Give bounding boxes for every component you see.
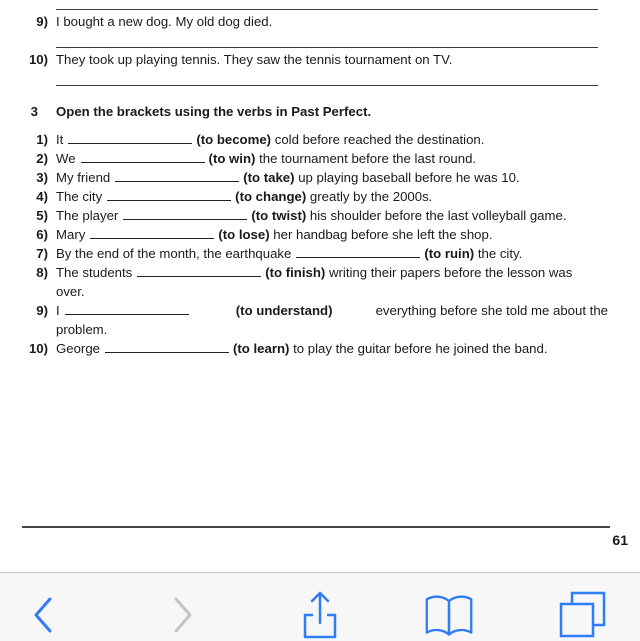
- verb-hint: (to take): [243, 170, 295, 185]
- item-rest: writing their papers before the lesson was: [328, 265, 573, 280]
- verb-hint: (to win): [208, 151, 256, 166]
- verb-hint: (to ruin): [424, 246, 475, 261]
- item-subject: We: [56, 151, 76, 166]
- item-rest: her handbag before she left the shop.: [273, 227, 493, 242]
- tabs-icon: [558, 591, 606, 639]
- item-text: They took up playing tennis. They saw the tennis tournament on TV.: [56, 52, 453, 67]
- verb-hint: (to change): [235, 189, 307, 204]
- verb-hint: (to finish): [265, 265, 326, 280]
- item-subject: Mary: [56, 227, 86, 242]
- verb-hint: (to understand): [235, 303, 333, 318]
- item-number: 6): [36, 227, 48, 242]
- answer-blank: [68, 132, 192, 144]
- footer-rule: [22, 526, 610, 528]
- tabs-button[interactable]: [557, 591, 607, 639]
- item-number: 7): [36, 246, 48, 261]
- item-rest: the city.: [477, 246, 523, 261]
- forward-button[interactable]: [158, 591, 208, 639]
- section-title: Open the brackets using the verbs in Past Perfect.: [56, 104, 372, 119]
- item-subject: It: [56, 132, 64, 147]
- bookmarks-button[interactable]: [424, 591, 474, 639]
- item-subject: I: [56, 303, 60, 318]
- item-number: 9): [36, 303, 48, 318]
- item-rest: everything before she told me about the: [375, 303, 608, 318]
- answer-line: [56, 9, 598, 10]
- chevron-right-icon: [172, 595, 194, 635]
- item-number: 3): [36, 170, 48, 185]
- item-rest: greatly by the 2000s.: [309, 189, 433, 204]
- section-number: 3: [30, 104, 38, 119]
- answer-blank: [65, 303, 189, 315]
- item-subject-group: [56, 302, 193, 320]
- item-rest: the tournament before the last round.: [259, 151, 477, 166]
- verb-hint: (to lose): [218, 227, 270, 242]
- item-subject: The player: [56, 208, 119, 223]
- item-number: 9): [36, 14, 48, 29]
- item-number: 8): [36, 265, 48, 280]
- item-number: 5): [36, 208, 48, 223]
- item-subject: The students: [56, 265, 133, 280]
- verb-hint: (to twist): [251, 208, 307, 223]
- item-rest: cold before reached the destination.: [274, 132, 485, 147]
- item-rest: up playing baseball before he was 10.: [298, 170, 520, 185]
- book-icon: [424, 592, 474, 638]
- back-button[interactable]: [18, 591, 68, 639]
- item-subject: George: [56, 341, 100, 356]
- item-text: I bought a new dog. My old dog died.: [56, 14, 273, 29]
- item-number: 4): [36, 189, 48, 204]
- item-subject: By the end of the month, the earthquake: [56, 246, 292, 261]
- chevron-left-icon: [32, 595, 54, 635]
- item-number: 10): [28, 52, 48, 67]
- page-number: 61: [612, 532, 628, 548]
- answer-blank: [296, 246, 420, 258]
- item-subject: The city: [56, 189, 103, 204]
- share-button[interactable]: [295, 591, 345, 639]
- answer-blank: [137, 265, 261, 277]
- browser-toolbar: [0, 572, 640, 641]
- answer-line: [56, 85, 598, 86]
- answer-blank: [123, 208, 247, 220]
- answer-blank: [90, 227, 214, 239]
- item-rest: to play the guitar before he joined the band.: [293, 341, 548, 356]
- answer-blank: [115, 170, 239, 182]
- answer-blank: [105, 341, 229, 353]
- share-icon: [300, 591, 340, 639]
- item-number: 1): [36, 132, 48, 147]
- item-continuation: over.: [56, 284, 85, 299]
- answer-blank: [81, 151, 205, 163]
- verb-hint: (to learn): [233, 341, 290, 356]
- answer-line: [56, 47, 598, 48]
- answer-blank: [107, 189, 231, 201]
- item-number: 10): [28, 341, 48, 356]
- item-continuation: problem.: [56, 322, 108, 337]
- item-subject: My friend: [56, 170, 111, 185]
- item-rest: his shoulder before the last volleyball game.: [309, 208, 567, 223]
- item-number: 2): [36, 151, 48, 166]
- verb-hint: (to become): [196, 132, 272, 147]
